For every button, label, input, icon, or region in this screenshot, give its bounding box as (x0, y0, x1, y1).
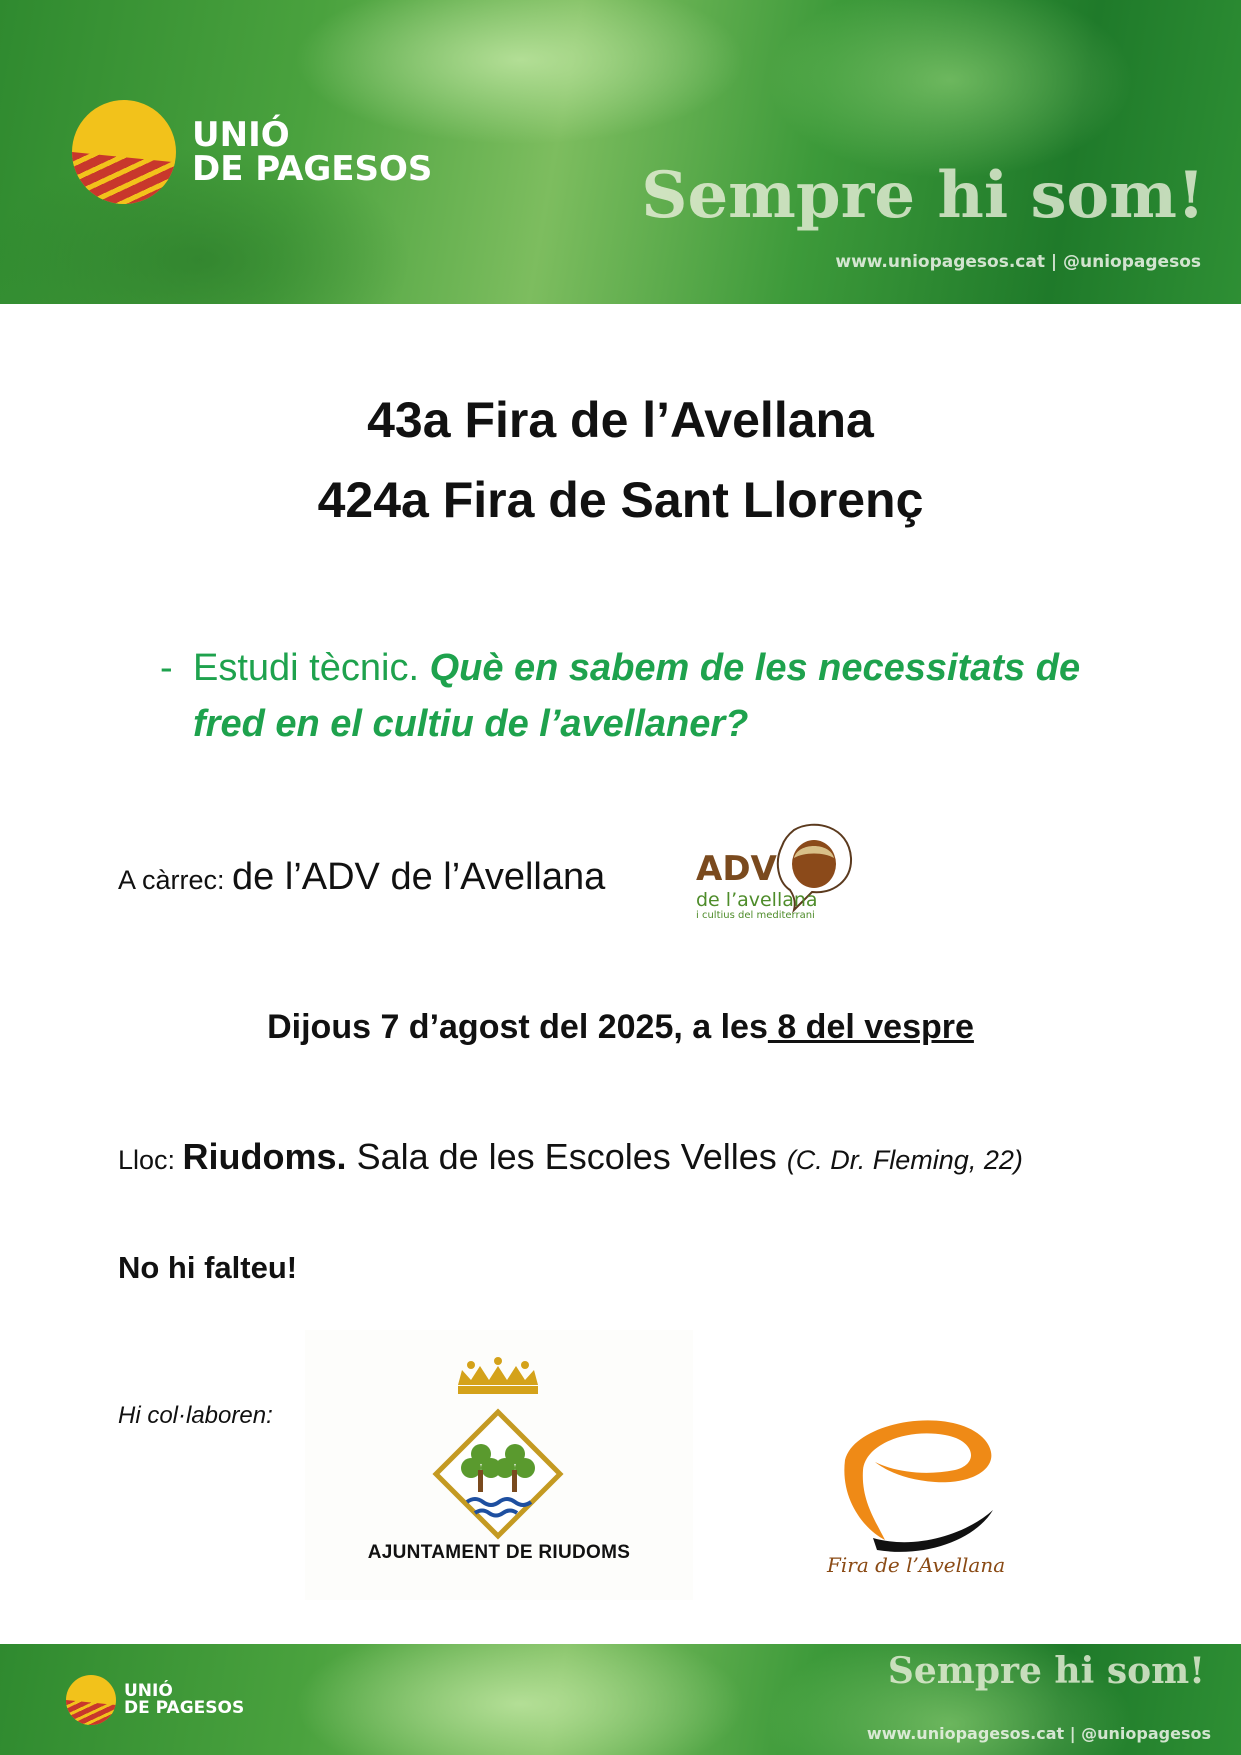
collaborators-label: Hi col·laboren: (118, 1402, 273, 1429)
event-time: 8 del vespre (767, 1008, 974, 1046)
footer-slogan: Sempre hi som! (887, 1650, 1205, 1692)
logo-line1: UNIÓ (192, 115, 290, 155)
header-web-link[interactable]: www.uniopagesos.cat | @uniopagesos (835, 252, 1201, 272)
adv-logo-tagline: i cultius del mediterrani (696, 910, 815, 921)
fira-avellana-logo (815, 1400, 1015, 1580)
footer-web-link[interactable]: www.uniopagesos.cat | @uniopagesos (866, 1724, 1211, 1743)
adv-avellana-logo (694, 818, 859, 928)
header-slogan: Sempre hi som! (641, 158, 1205, 233)
item-label: Estudi tècnic. (193, 647, 430, 689)
event-date-text: Dijous 7 d’agost del 2025, a les (267, 1008, 768, 1046)
footer-unio-pagesos-emblem-icon (66, 1675, 116, 1725)
technical-study-item (160, 640, 1120, 752)
closing-message: No hi falteu! (118, 1250, 298, 1285)
adv-logo-title: ADV (696, 849, 777, 889)
riudoms-coat-of-arms-icon (305, 1330, 693, 1540)
location-town: Riudoms. (182, 1136, 347, 1177)
location-label: Lloc: (118, 1145, 183, 1175)
location-place: Sala de les Escoles Velles (346, 1136, 787, 1177)
unio-pagesos-emblem-icon (72, 100, 176, 204)
title-line1: 43a Fira de l’Avellana (367, 392, 874, 448)
footer-banner (0, 1644, 1241, 1755)
item-question: Què en sabem de les necessitats de fred en el cultiu de l’avellaner? (193, 647, 1081, 745)
title-line2: 424a Fira de Sant Llorenç (317, 472, 924, 528)
fira-logo-text: Fira de l’Avellana (827, 1553, 1006, 1577)
unio-pagesos-logo[interactable] (72, 100, 432, 204)
adv-logo-subtitle: de l’avellana (696, 889, 818, 911)
page-title (0, 380, 1241, 540)
speaker-label: A càrrec: (118, 865, 233, 895)
logo-line2: DE PAGESOS (192, 149, 433, 189)
riudoms-logo (305, 1330, 693, 1600)
riudoms-name: AJUNTAMENT DE RIUDOMS (367, 1542, 631, 1563)
item-dash: - (160, 647, 173, 689)
footer-unio-pagesos-logo[interactable] (66, 1675, 244, 1725)
footer-logo-line2: DE PAGESOS (124, 1698, 245, 1718)
speaker-value: de l’ADV de l’Avellana (232, 856, 606, 898)
footer-logo-line1: UNIÓ (124, 1681, 173, 1701)
location-address: (C. Dr. Fleming, 22) (786, 1145, 1023, 1175)
header-banner (0, 0, 1241, 304)
event-location (118, 1136, 1023, 1178)
event-date (0, 1008, 1241, 1047)
speaker-line (118, 856, 605, 899)
